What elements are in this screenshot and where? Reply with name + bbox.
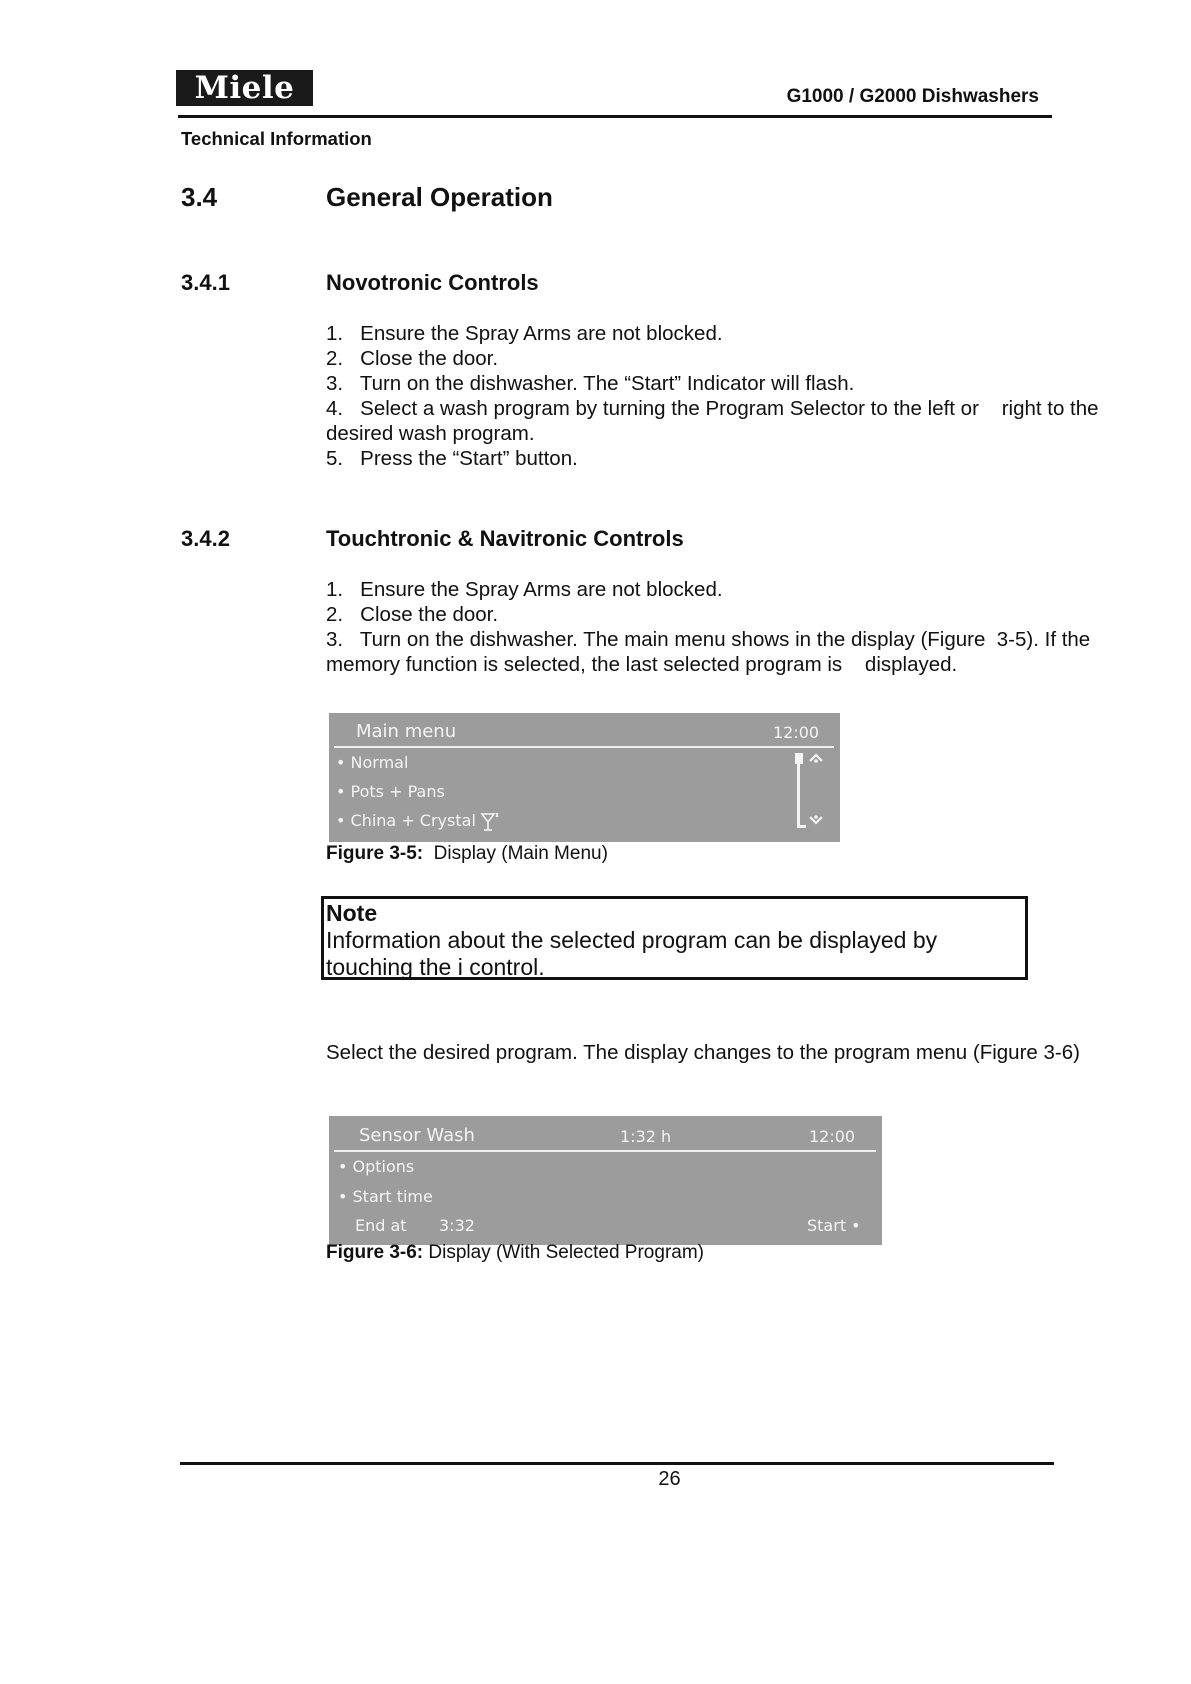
display-title: Main menu [356, 721, 457, 742]
note-line: touching the i control. [326, 954, 545, 980]
note-box [321, 896, 1028, 980]
miele-logo: Miele [176, 70, 313, 106]
menu-item-options: • Options [338, 1157, 415, 1176]
step-item: 1. Ensure the Spray Arms are not blocked. [326, 322, 723, 345]
scroll-down-icon [807, 811, 825, 827]
step-item: 3. Turn on the dishwasher. The main menu shows in the display (Figure 3-5). If the [326, 628, 1091, 651]
display-clock: 12:00 [809, 1127, 856, 1146]
program-menu-display [329, 1116, 882, 1245]
scroll-up-icon [807, 751, 825, 765]
document-title: G1000 / G2000 Dishwashers [786, 86, 1039, 107]
page-number: 26 [658, 1468, 681, 1490]
display-duration: 1:32 h [620, 1127, 672, 1146]
touchtronic-steps [326, 577, 1156, 677]
note-title: Note [326, 900, 378, 926]
footer-rule [180, 1462, 1054, 1465]
select-program-text: Select the desired program. The display changes to the program menu (Figure 3-6) [326, 1041, 1080, 1064]
step-item: desired wash program. [326, 422, 535, 445]
note-line: Information about the selected program can be displayed by [326, 927, 938, 953]
caption-text: Display (Main Menu) [423, 843, 608, 864]
step-item: 2. Close the door. [326, 603, 499, 626]
heading-title: General Operation [326, 182, 553, 212]
step-item: 3. Turn on the dishwasher. The “Start” Indicator will flash. [326, 372, 855, 395]
display-program-title: Sensor Wash [359, 1125, 475, 1146]
step-item: memory function is selected, the last selected program is displayed. [326, 653, 958, 676]
caption-label: Figure 3-6: [326, 1242, 424, 1263]
subheading-title-342: Touchtronic & Navitronic Controls [326, 526, 684, 551]
menu-item-normal: • Normal [336, 753, 409, 772]
caption-text: Display (With Selected Program) [423, 1242, 704, 1263]
scrollbar-thumb [795, 753, 803, 764]
figure-3-6-caption [326, 1242, 704, 1264]
end-at-time: 3:32 [439, 1216, 475, 1235]
menu-item-china-crystal: • China + Crystal [336, 811, 476, 830]
end-at-label: End at [355, 1216, 407, 1235]
menu-item-start-time: • Start time [338, 1187, 433, 1206]
header-rule [178, 115, 1052, 118]
caption-label: Figure 3-5: [326, 843, 424, 864]
step-item: 5. Press the “Start” button. [326, 447, 578, 470]
display-clock: 12:00 [773, 723, 820, 742]
section-label: Technical Information [181, 128, 372, 149]
subheading-number-341: 3.4.1 [181, 270, 230, 295]
novotronic-steps [326, 321, 1156, 471]
display-divider [334, 1150, 876, 1152]
glass-icon [479, 811, 501, 833]
subheading-number-342: 3.4.2 [181, 526, 230, 551]
display-divider [334, 746, 834, 748]
step-item: 4. Select a wash program by turning the Program Selector to the left or right to the [326, 397, 1099, 420]
start-option: Start • [807, 1216, 861, 1235]
heading-number: 3.4 [181, 182, 218, 212]
step-item: 1. Ensure the Spray Arms are not blocked. [326, 578, 723, 601]
main-menu-display [329, 713, 840, 842]
step-item: 2. Close the door. [326, 347, 499, 370]
scrollbar-bottom-tick [797, 825, 806, 828]
figure-3-5-caption [326, 843, 608, 865]
menu-item-pots-pans: • Pots + Pans [336, 782, 445, 801]
scrollbar-track [797, 753, 800, 827]
subheading-title-341: Novotronic Controls [326, 270, 539, 295]
